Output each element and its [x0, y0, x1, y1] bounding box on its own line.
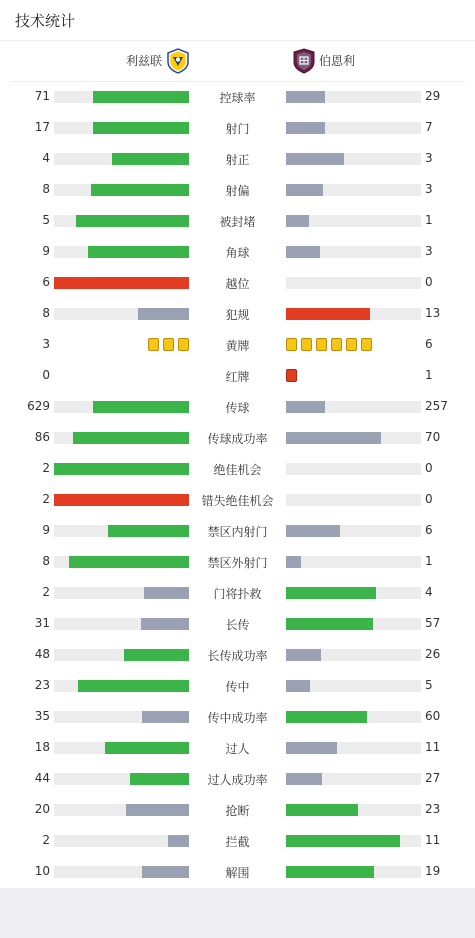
- away-bar-track: [286, 246, 421, 258]
- away-bar-track: [286, 401, 421, 413]
- yellow-card-icon: [316, 338, 327, 351]
- away-bar-track: [286, 122, 421, 134]
- stat-label: 角球: [225, 246, 250, 260]
- away-value: 6: [425, 337, 433, 351]
- away-value: 4: [425, 585, 433, 599]
- home-bar-fill: [69, 556, 189, 568]
- home-value: 10: [34, 864, 50, 878]
- away-bar-track: [286, 804, 421, 816]
- stat-label: 射正: [225, 153, 250, 167]
- home-bar-fill: [126, 804, 189, 816]
- stat-row: [0, 267, 475, 298]
- stat-row: [0, 670, 475, 701]
- home-bar-fill: [88, 246, 189, 258]
- stat-label: 错失绝佳机会: [201, 494, 274, 508]
- home-value: 48: [34, 647, 50, 661]
- away-value: 27: [425, 771, 441, 785]
- home-value: 2: [42, 833, 50, 847]
- home-bar-track: [54, 649, 189, 661]
- home-bar-track: [54, 122, 189, 134]
- home-bar-track: [54, 432, 189, 444]
- leeds-united-crest-icon: [166, 48, 190, 74]
- away-bar-fill: [286, 153, 344, 165]
- home-value: 0: [42, 368, 50, 382]
- home-bar-track: [54, 308, 189, 320]
- home-bar-track: [54, 804, 189, 816]
- home-value: 3: [42, 337, 50, 351]
- home-bar-track: [54, 742, 189, 754]
- home-bar-fill: [93, 401, 189, 413]
- home-bar-fill: [54, 494, 189, 506]
- away-bar-track: [286, 277, 421, 289]
- home-bar-fill: [112, 153, 189, 165]
- home-bar-fill: [168, 835, 189, 847]
- stat-label: 禁区内射门: [207, 525, 268, 539]
- away-value: 23: [425, 802, 441, 816]
- stat-row: [0, 608, 475, 639]
- stat-row: [0, 856, 475, 887]
- yellow-card-icon: [178, 338, 189, 351]
- stat-row: [0, 360, 475, 391]
- away-bar-fill: [286, 866, 374, 878]
- stat-label: 传中成功率: [207, 711, 268, 725]
- away-team-name: 伯恩利: [319, 54, 356, 68]
- home-bar-track: [54, 618, 189, 630]
- stat-label: 抢断: [225, 804, 250, 818]
- away-bar-track: [286, 773, 421, 785]
- stat-row: [0, 701, 475, 732]
- home-bar-fill: [78, 680, 189, 692]
- away-bar-fill: [286, 804, 358, 816]
- away-bar-fill: [286, 680, 310, 692]
- home-bar-fill: [93, 122, 189, 134]
- home-bar-fill: [73, 432, 189, 444]
- away-value: 0: [425, 275, 433, 289]
- away-value: 3: [425, 244, 433, 258]
- home-value: 8: [42, 182, 50, 196]
- home-bar-track: [54, 587, 189, 599]
- stat-label: 过人成功率: [207, 773, 268, 787]
- away-bar-track: [286, 308, 421, 320]
- away-value: 11: [425, 740, 441, 754]
- stat-row: [0, 453, 475, 484]
- stat-label: 红牌: [225, 370, 250, 384]
- home-team-name: 利兹联: [126, 54, 163, 68]
- home-bar-track: [54, 711, 189, 723]
- burnley-crest-icon: [292, 48, 316, 74]
- page-title: 技术统计: [15, 12, 76, 30]
- away-value: 5: [425, 678, 433, 692]
- away-bar-fill: [286, 184, 323, 196]
- away-bar-fill: [286, 649, 321, 661]
- away-value: 6: [425, 523, 433, 537]
- home-value: 44: [34, 771, 50, 785]
- home-value: 35: [34, 709, 50, 723]
- home-bar-track: [54, 246, 189, 258]
- away-bar-fill: [286, 215, 309, 227]
- home-bar-track: [54, 401, 189, 413]
- yellow-card-icon: [148, 338, 159, 351]
- stat-label: 传球: [225, 401, 250, 415]
- away-bar-track: [286, 91, 421, 103]
- stat-label: 传球成功率: [207, 432, 268, 446]
- away-bar-track: [286, 680, 421, 692]
- away-bar-track: [286, 711, 421, 723]
- stat-label: 射门: [225, 122, 250, 136]
- stat-row: [0, 825, 475, 856]
- stat-row: [0, 577, 475, 608]
- away-bar-fill: [286, 556, 301, 568]
- away-bar-fill: [286, 246, 320, 258]
- home-value: 8: [42, 306, 50, 320]
- home-bar-fill: [142, 711, 189, 723]
- away-bar-fill: [286, 742, 337, 754]
- home-value: 4: [42, 151, 50, 165]
- stat-label: 黄牌: [225, 339, 250, 353]
- home-bar-fill: [54, 277, 189, 289]
- away-bar-fill: [286, 525, 340, 537]
- home-bar-track: [54, 153, 189, 165]
- stat-label: 越位: [225, 277, 250, 291]
- stat-row: [0, 732, 475, 763]
- away-value: 0: [425, 461, 433, 475]
- away-bar-track: [286, 649, 421, 661]
- away-bar-track: [286, 866, 421, 878]
- away-bar-track: [286, 463, 421, 475]
- home-value: 9: [42, 523, 50, 537]
- away-bar-track: [286, 494, 421, 506]
- red-card-icon: [286, 369, 297, 382]
- stat-label: 射偏: [225, 184, 250, 198]
- home-value: 18: [34, 740, 50, 754]
- stat-row: [0, 143, 475, 174]
- stat-row: [0, 484, 475, 515]
- home-value: 71: [34, 89, 50, 103]
- home-bar-fill: [142, 866, 189, 878]
- home-bar-fill: [54, 463, 189, 475]
- yellow-card-icon: [361, 338, 372, 351]
- stat-row: [0, 236, 475, 267]
- stat-label: 过人: [225, 742, 250, 756]
- stat-label: 门将扑救: [213, 587, 262, 601]
- stat-row: [0, 391, 475, 422]
- stat-label: 长传: [225, 618, 250, 632]
- away-bar-track: [286, 618, 421, 630]
- home-bar-fill: [138, 308, 189, 320]
- home-bar-fill: [144, 587, 189, 599]
- home-bar-fill: [76, 215, 189, 227]
- away-bar-track: [286, 153, 421, 165]
- away-bar-fill: [286, 91, 325, 103]
- home-bar-track: [54, 525, 189, 537]
- stat-label: 传中: [225, 680, 250, 694]
- away-bar-fill: [286, 432, 381, 444]
- home-bar-track: [54, 835, 189, 847]
- stat-row: [0, 422, 475, 453]
- home-bar-track: [54, 215, 189, 227]
- home-value: 2: [42, 461, 50, 475]
- stat-row: [0, 112, 475, 143]
- away-bar-fill: [286, 773, 322, 785]
- teams-header: [10, 41, 465, 82]
- home-value: 86: [34, 430, 50, 444]
- header: [0, 0, 475, 41]
- away-bar-fill: [286, 587, 376, 599]
- away-value: 7: [425, 120, 433, 134]
- stat-label: 绝佳机会: [213, 463, 262, 477]
- home-bar-track: [54, 680, 189, 692]
- home-bar-track: [54, 463, 189, 475]
- away-value: 19: [425, 864, 441, 878]
- away-value: 1: [425, 213, 433, 227]
- stat-row: [0, 763, 475, 794]
- home-bar-track: [54, 556, 189, 568]
- stat-label: 拦截: [225, 835, 250, 849]
- stat-row: [0, 329, 475, 360]
- away-value: 3: [425, 151, 433, 165]
- away-bar-track: [286, 525, 421, 537]
- home-bar-fill: [91, 184, 189, 196]
- home-bar-track: [54, 184, 189, 196]
- home-value: 31: [34, 616, 50, 630]
- home-bar-fill: [124, 649, 189, 661]
- away-value: 11: [425, 833, 441, 847]
- home-bar-track: [54, 773, 189, 785]
- away-value: 3: [425, 182, 433, 196]
- stat-label: 控球率: [219, 91, 256, 105]
- away-value: 70: [425, 430, 441, 444]
- away-value: 1: [425, 368, 433, 382]
- stat-label: 被封堵: [219, 215, 256, 229]
- home-value: 20: [34, 802, 50, 816]
- away-bar-track: [286, 432, 421, 444]
- away-value: 0: [425, 492, 433, 506]
- home-bar-track: [54, 866, 189, 878]
- yellow-card-icon: [346, 338, 357, 351]
- away-bar-track: [286, 556, 421, 568]
- stat-row: [0, 298, 475, 329]
- away-value: 29: [425, 89, 441, 103]
- home-value: 6: [42, 275, 50, 289]
- away-bar-fill: [286, 835, 400, 847]
- home-value: 629: [27, 399, 50, 413]
- home-bar-track: [54, 494, 189, 506]
- away-bar-fill: [286, 618, 373, 630]
- away-bar-track: [286, 835, 421, 847]
- away-bar-track: [286, 184, 421, 196]
- home-value: 2: [42, 585, 50, 599]
- home-bar-fill: [93, 91, 189, 103]
- stat-row: [0, 205, 475, 236]
- home-bar-fill: [105, 742, 189, 754]
- home-bar-track: [54, 91, 189, 103]
- away-value: 1: [425, 554, 433, 568]
- yellow-card-icon: [301, 338, 312, 351]
- away-bar-track: [286, 587, 421, 599]
- home-value: 8: [42, 554, 50, 568]
- stat-row: [0, 81, 475, 112]
- home-value: 5: [42, 213, 50, 227]
- away-value: 26: [425, 647, 441, 661]
- home-bar-track: [54, 277, 189, 289]
- stat-label: 解围: [225, 866, 250, 880]
- away-bar-fill: [286, 122, 325, 134]
- stat-label: 长传成功率: [207, 649, 268, 663]
- away-bar-fill: [286, 308, 370, 320]
- stat-row: [0, 794, 475, 825]
- stat-row: [0, 174, 475, 205]
- stat-label: 禁区外射门: [207, 556, 268, 570]
- stat-row: [0, 546, 475, 577]
- stat-row: [0, 515, 475, 546]
- away-value: 60: [425, 709, 441, 723]
- home-value: 2: [42, 492, 50, 506]
- away-bar-fill: [286, 401, 325, 413]
- yellow-card-icon: [286, 338, 297, 351]
- home-value: 23: [34, 678, 50, 692]
- stat-label: 犯规: [225, 308, 250, 322]
- away-bar-fill: [286, 711, 367, 723]
- yellow-card-icon: [163, 338, 174, 351]
- away-value: 257: [425, 399, 448, 413]
- away-bar-track: [286, 742, 421, 754]
- away-value: 57: [425, 616, 441, 630]
- yellow-card-icon: [331, 338, 342, 351]
- stat-row: [0, 639, 475, 670]
- home-bar-fill: [108, 525, 189, 537]
- home-bar-fill: [141, 618, 189, 630]
- home-value: 9: [42, 244, 50, 258]
- away-bar-track: [286, 215, 421, 227]
- home-bar-fill: [130, 773, 189, 785]
- away-value: 13: [425, 306, 441, 320]
- home-value: 17: [34, 120, 50, 134]
